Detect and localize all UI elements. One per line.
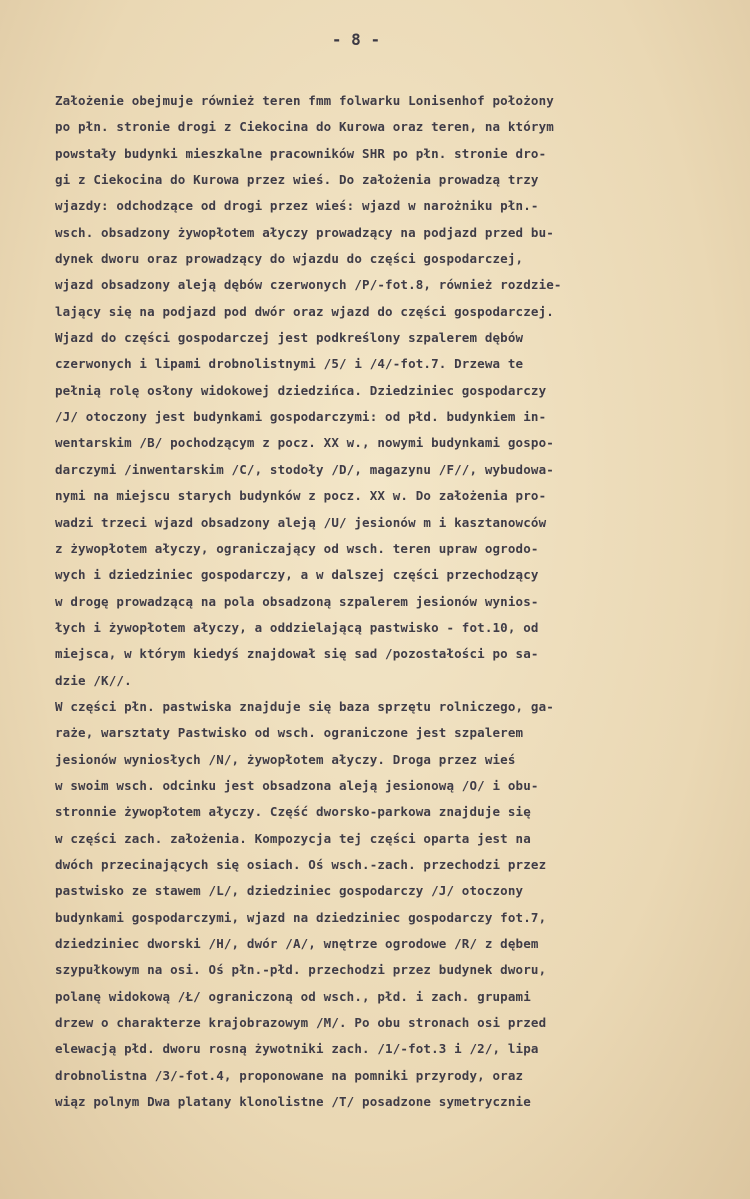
- text-line: elewacją płd. dworu rosną żywotniki zach. /1/-fot.3 i /2/, lipa: [55, 1041, 539, 1057]
- text-line: po płn. stronie drogi z Ciekocina do Kurowa oraz teren, na którym: [55, 119, 554, 135]
- text-line: wsch. obsadzony żywopłotem ałyczy prowadzący na podjazd przed bu-: [55, 224, 554, 240]
- text-line: powstały budynki mieszkalne pracowników SHR po płn. stronie dro-: [55, 145, 547, 161]
- text-line: miejsca, w którym kiedyś znajdował się sad /pozostałości po sa-: [55, 646, 539, 662]
- text-line: stronnie żywopłotem ałyczy. Część dworsko-parkowa znajduje się: [55, 804, 531, 820]
- text-line: lający się na podjazd pod dwór oraz wjazd do części gospodarczej.: [55, 303, 554, 319]
- text-line: wadzi trzeci wjazd obsadzony aleją /U/ jesionów m i kasztanowców: [55, 514, 547, 530]
- text-line: wiąz polnym Dwa platany klonolistne /T/ posadzone symetrycznie: [55, 1094, 531, 1110]
- text-line: nymi na miejscu starych budynków z pocz. XX w. Do założenia pro-: [55, 488, 547, 504]
- text-line: Założenie obejmuje również teren fmm folwarku Lonisenhof położony: [55, 93, 554, 108]
- text-line: Wjazd do części gospodarczej jest podkreślony szpalerem dębów: [55, 330, 524, 346]
- text-line: z żywopłotem ałyczy, ograniczający od wsch. teren upraw ogrodo-: [55, 540, 539, 556]
- text-line: budynkami gospodarczymi, wjazd na dziedziniec gospodarczy fot.7,: [55, 909, 547, 925]
- text-line: polanę widokową /Ł/ ograniczoną od wsch., płd. i zach. grupami: [55, 988, 531, 1004]
- text-line: dynek dworu oraz prowadzący do wjazdu do części gospodarczej,: [55, 251, 524, 267]
- text-line: wych i dziedziniec gospodarczy, a w dalszej części przechodzący: [55, 567, 539, 583]
- text-line: drobnolistna /3/-fot.4, proponowane na pomniki przyrody, oraz: [55, 1067, 524, 1083]
- text-line: wjazd obsadzony aleją dębów czerwonych /P/-fot.8, również rozdzie-: [55, 277, 562, 293]
- text-line: pastwisko ze stawem /L/, dziedziniec gospodarczy /J/ otoczony: [55, 883, 524, 899]
- text-line: dziedziniec dworski /H/, dwór /A/, wnętrze ogrodowe /R/ z dębem: [55, 936, 539, 951]
- text-line: czerwonych i lipami drobnolistnymi /5/ i /4/-fot.7. Drzewa te: [55, 356, 524, 372]
- text-line: dzie /K//.: [55, 672, 132, 688]
- body-text: [55, 88, 562, 1115]
- text-line: drzew o charakterze krajobrazowym /M/. Po obu stronach osi przed: [55, 1015, 547, 1031]
- text-line: wentarskim /B/ pochodzącym z pocz. XX w., nowymi budynkami gospo-: [55, 435, 554, 451]
- text-line: szypułkowym na osi. Oś płn.-płd. przechodzi przez budynek dworu,: [55, 962, 547, 978]
- text-line: jesionów wyniosłych /N/, żywopłotem ałyczy. Droga przez wieś: [55, 751, 516, 767]
- text-line: raże, warsztaty Pastwisko od wsch. ograniczone jest szpalerem: [55, 725, 524, 741]
- text-line: W części płn. pastwiska znajduje się baza sprzętu rolniczego, ga-: [55, 698, 554, 714]
- text-line: gi z Ciekocina do Kurowa przez wieś. Do założenia prowadzą trzy: [55, 172, 539, 188]
- text-line: w części zach. założenia. Kompozycja tej części oparta jest na: [55, 830, 531, 846]
- text-line: łych i żywopłotem ałyczy, a oddzielającą pastwisko - fot.10, od: [55, 619, 539, 635]
- text-line: w drogę prowadzącą na pola obsadzoną szpalerem jesionów wynios-: [55, 593, 539, 609]
- text-line: /J/ otoczony jest budynkami gospodarczymi: od płd. budynkiem in-: [55, 409, 547, 425]
- text-line: w swoim wsch. odcinku jest obsadzona aleją jesionową /O/ i obu-: [55, 777, 539, 793]
- text-line: wjazdy: odchodzące od drogi przez wieś: wjazd w narożniku płn.-: [55, 198, 539, 214]
- text-line: pełnią rolę osłony widokowej dziedzińca. Dziedziniec gospodarczy: [55, 382, 547, 398]
- text-line: dwóch przecinających się osiach. Oś wsch.-zach. przechodzi przez: [55, 856, 547, 872]
- page-number: - 8 -: [331, 30, 381, 49]
- text-line: darczymi /inwentarskim /C/, stodoły /D/, magazynu /F//, wybudowa-: [55, 461, 554, 477]
